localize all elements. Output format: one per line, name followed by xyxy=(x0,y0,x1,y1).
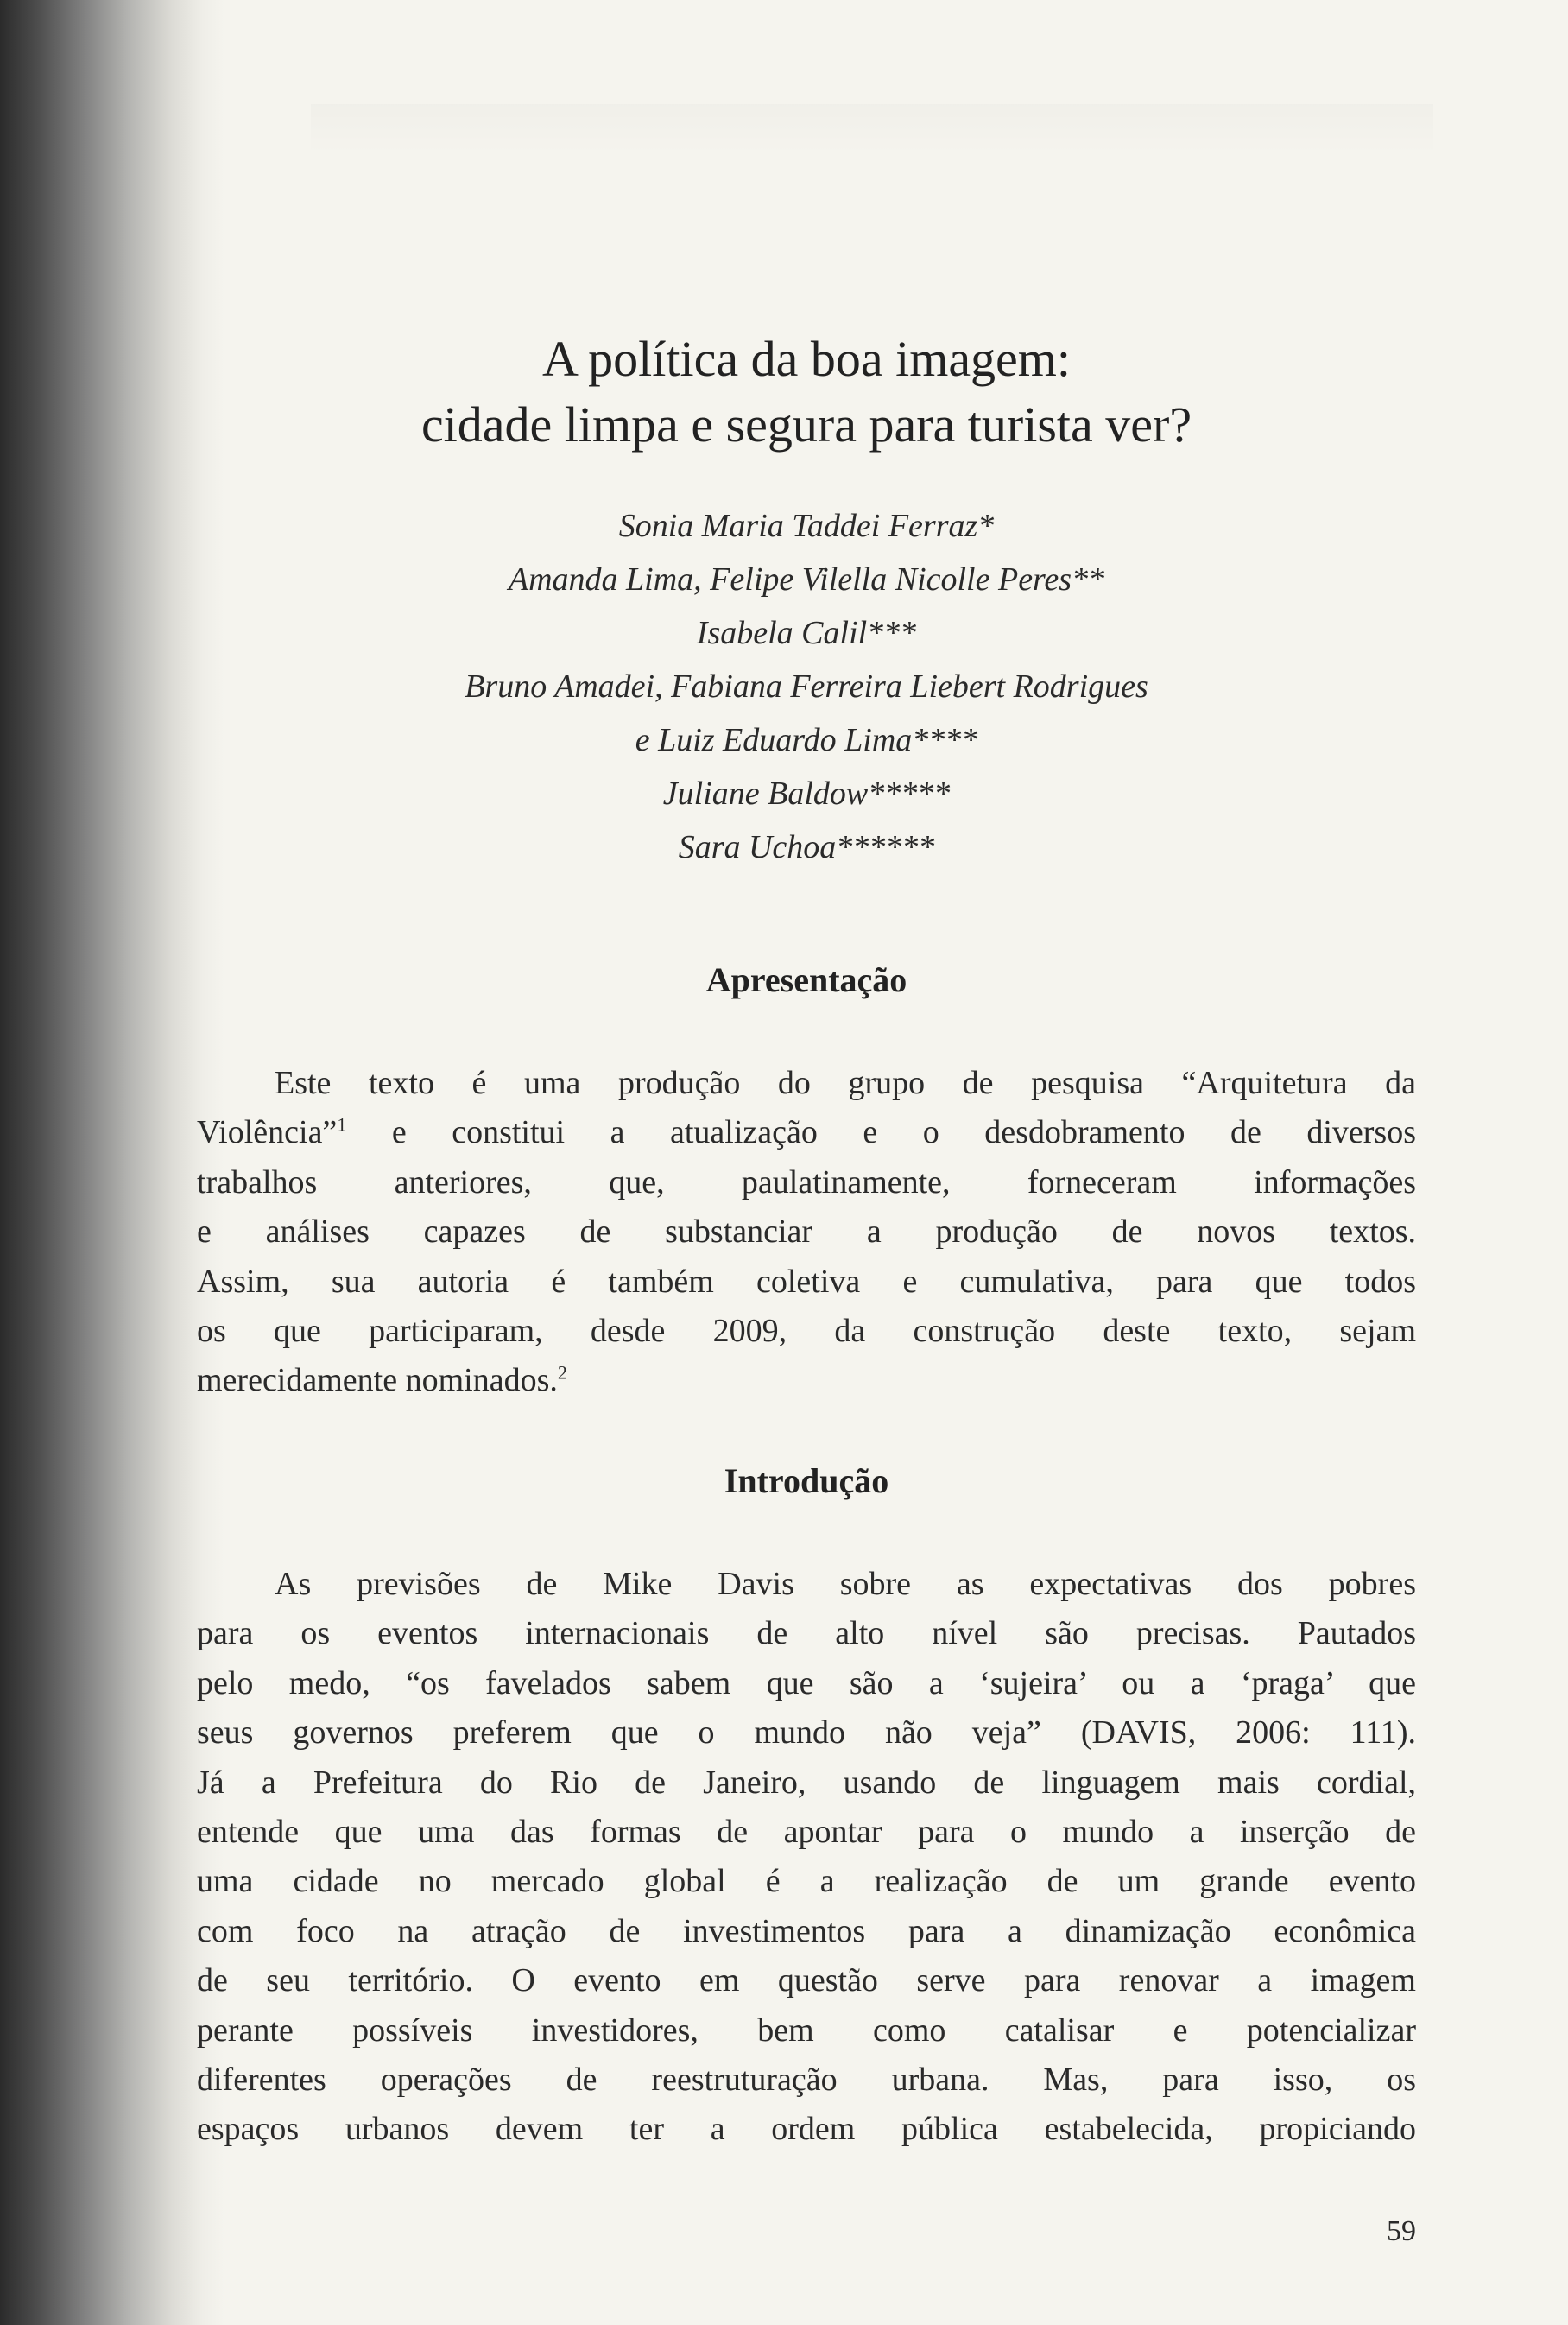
author-line: Isabela Calil*** xyxy=(696,615,917,651)
author-line: Bruno Amadei, Fabiana Ferreira Liebert Rodrigues xyxy=(465,668,1148,705)
text-line: Assim, sua autoria é também coletiva e cumulativa, para que todos xyxy=(197,1263,1416,1300)
book-gutter-shadow xyxy=(0,0,224,2325)
author-line: e Luiz Eduardo Lima**** xyxy=(635,722,978,758)
text-line xyxy=(197,1356,1416,1405)
text-line: para os eventos internacionais de alto nível são precisas. Pautados xyxy=(197,1615,1416,1652)
chapter-title-line-1: A política da boa imagem: xyxy=(541,331,1072,387)
text-line: perante possíveis investidores, bem como catalisar e potencializar xyxy=(197,2011,1416,2049)
chapter-title xyxy=(197,326,1416,458)
footnote-ref[interactable]: 1 xyxy=(337,1113,347,1136)
text-line: trabalhos anteriores, que, paulatinamente, forneceram informações xyxy=(197,1163,1416,1201)
text-line: pelo medo, “os favelados sabem que são a ‘sujeira’ ou a ‘praga’ que xyxy=(197,1664,1416,1701)
section-heading-introducao: Introdução xyxy=(724,1461,889,1500)
text-line: espaços urbanos devem ter a ordem pública estabelecida, propiciando xyxy=(197,2111,1416,2148)
text-line: seus governos preferem que o mundo não veja” (DAVIS, 2006: 111). xyxy=(197,1714,1416,1752)
text-line: os que participaram, desde 2009, da construção deste texto, sejam xyxy=(197,1312,1416,1349)
author-line: Juliane Baldow***** xyxy=(662,776,951,812)
text-line: uma cidade no mercado global é a realização de um grande evento xyxy=(197,1863,1416,1900)
chapter-title-line-2: cidade limpa e segura para turista ver? xyxy=(420,396,1192,453)
author-line: Amanda Lima, Felipe Vilella Nicolle Peres** xyxy=(508,561,1105,598)
text-line: diferentes operações de reestruturação urbana. Mas, para isso, os xyxy=(197,2061,1416,2098)
text-line: de seu território. O evento em questão serve para renovar a imagem xyxy=(197,1962,1416,1999)
text-line: As previsões de Mike Davis sobre as expectativas dos pobres xyxy=(275,1566,1416,1602)
text-line: com foco na atração de investimentos para a dinamização econômica xyxy=(197,1912,1416,1949)
text-line: Já a Prefeitura do Rio de Janeiro, usando de linguagem mais cordial, xyxy=(197,1764,1416,1801)
footnote-ref[interactable]: 2 xyxy=(557,1361,567,1384)
text-line xyxy=(197,1108,1416,1157)
text-fragment: e constitui a atualização e o desdobramento de diversos xyxy=(346,1114,1416,1151)
text-line: e análises capazes de substanciar a produção de novos textos. xyxy=(197,1213,1416,1251)
paragraph-apresentacao xyxy=(197,1059,1416,1406)
author-line: Sonia Maria Taddei Ferraz* xyxy=(618,508,995,544)
page-number: 59 xyxy=(1387,2215,1416,2247)
author-list xyxy=(197,499,1416,874)
book-page xyxy=(197,0,1416,2325)
text-line: entende que uma das formas de apontar para o mundo a inserção de xyxy=(197,1813,1416,1850)
text-fragment: merecidamente nominados. xyxy=(197,1362,558,1399)
paragraph-introducao xyxy=(197,1560,1416,2155)
text-line: Este texto é uma produção do grupo de pesquisa “Arquitetura da xyxy=(275,1065,1416,1101)
section-heading-apresentacao: Apresentação xyxy=(705,960,907,999)
author-line: Sara Uchoa****** xyxy=(678,829,935,865)
text-fragment: Violência” xyxy=(197,1114,338,1151)
